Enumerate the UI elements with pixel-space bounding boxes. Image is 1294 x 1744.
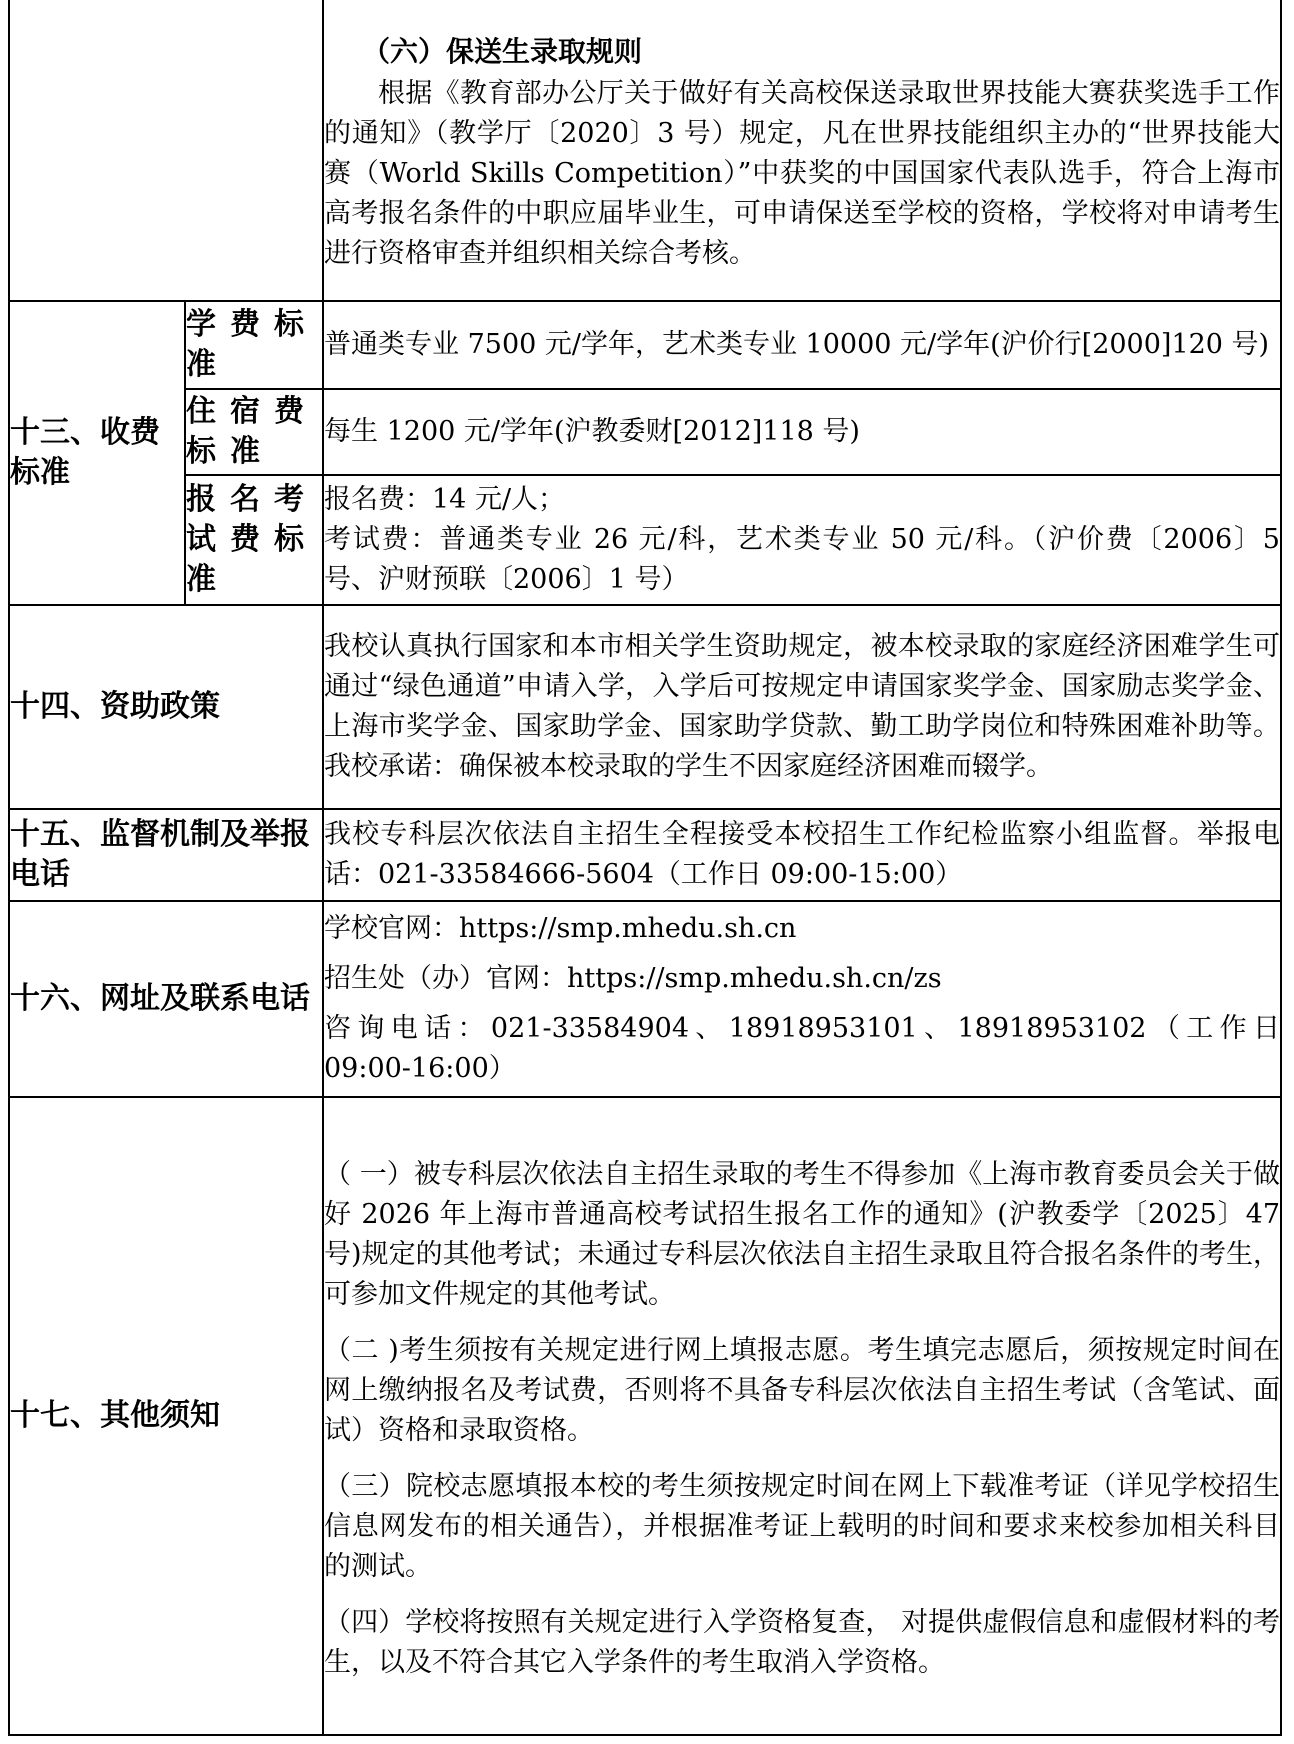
- consult-phone: 咨询电话：021-33584904、18918953101、18918953102（工作日 09:00-16:00）: [324, 1013, 1280, 1084]
- dorm-label: 住宿费标准: [185, 389, 323, 475]
- row-aid: [9, 605, 1281, 809]
- school-website: 学校官网：https://smp.mhedu.sh.cn: [324, 913, 797, 944]
- recommended-admission-text: 根据《教育部办公厅关于做好有关高校保送录取世界技能大赛获奖选手工作的通知》（教学厅〔2020〕3 号）规定，凡在世界技能组织主办的“世界技能大赛（World Skills Competition）”中获奖的中国国家代表队选手，符合上海市高考报名条件的中职应届毕业生，可申请保送至学校的资格，学校将对申请考生进行资格审查并组织相关综合考核。: [324, 78, 1280, 269]
- tuition-value: 普通类专业 7500 元/学年，艺术类专业 10000 元/学年(沪价行[2000]120 号): [323, 301, 1281, 389]
- section-aid-title: 十四、资助政策: [9, 605, 323, 809]
- tuition-label: 学费标准: [185, 301, 323, 389]
- note-item: （二 )考生须按有关规定进行网上填报志愿。考生填完志愿后，须按规定时间在网上缴纳报名及考试费，否则将不具备专科层次依法自主招生考试（含笔试、面试）资格和录取资格。: [324, 1335, 1280, 1446]
- note-item: （ 一）被专科层次依法自主招生录取的考生不得参加《上海市教育委员会关于做好 2026 年上海市普通高校考试招生报名工作的通知》(沪教委学〔2025〕47 号)规定的其他考试；未通过专科层次依法自主招生录取且符合报名条件的考生，可参加文件规定的其他考试。: [324, 1159, 1280, 1310]
- notes-cell: [323, 1097, 1281, 1735]
- row-notes: [9, 1097, 1281, 1735]
- row-dorm: [9, 389, 1281, 475]
- row-recommended-admission: [9, 0, 1281, 301]
- row-contact: [9, 901, 1281, 1097]
- section-notes-title: 十七、其他须知: [9, 1097, 323, 1735]
- admissions-table: [8, 0, 1282, 1736]
- recommended-admission-cell: [323, 0, 1281, 301]
- note-item: （四）学校将按照有关规定进行入学资格复查， 对提供虚假信息和虚假材料的考生，以及不符合其它入学条件的考生取消入学资格。: [324, 1607, 1280, 1678]
- admissions-document: [8, 0, 1280, 1736]
- row-exam-fee: [9, 475, 1281, 605]
- supervision-text: 我校专科层次依法自主招生全程接受本校招生工作纪检监察小组监督。举报电话：021-33584666-5604（工作日 09:00-15:00）: [323, 809, 1281, 901]
- recommended-admission-heading: （六）保送生录取规则: [362, 35, 643, 68]
- admissions-website: 招生处（办）官网：https://smp.mhedu.sh.cn/zs: [324, 963, 942, 994]
- exam-fee: 考试费：普通类专业 26 元/科，艺术类专业 50 元/科。（沪价费〔2006〕5 号、沪财预联〔2006〕1 号）: [324, 524, 1280, 595]
- section-fees-title: 十三、收费标准: [9, 301, 185, 605]
- note-item: （三）院校志愿填报本校的考生须按规定时间在网上下载准考证（详见学校招生信息网发布的相关通告），并根据准考证上载明的时间和要求来校参加相关科目的测试。: [324, 1471, 1280, 1582]
- aid-text: 我校认真执行国家和本市相关学生资助规定，被本校录取的家庭经济困难学生可通过“绿色通道”申请入学，入学后可按规定申请国家奖学金、国家励志奖学金、上海市奖学金、国家助学金、国家助学贷款、勤工助学岗位和特殊困难补助等。我校承诺：确保被本校录取的学生不因家庭经济困难而辍学。: [323, 605, 1281, 809]
- section-supervision-title: 十五、监督机制及举报电话: [9, 809, 323, 901]
- exam-fee-label: 报名考试费标准: [185, 475, 323, 605]
- exam-fee-cell: [323, 475, 1281, 605]
- row-tuition: [9, 301, 1281, 389]
- row-supervision: [9, 809, 1281, 901]
- section-contact-title: 十六、网址及联系电话: [9, 901, 323, 1097]
- contact-cell: [323, 901, 1281, 1097]
- registration-fee: 报名费：14 元/人；: [324, 484, 566, 515]
- dorm-value: 每生 1200 元/学年(沪教委财[2012]118 号): [323, 389, 1281, 475]
